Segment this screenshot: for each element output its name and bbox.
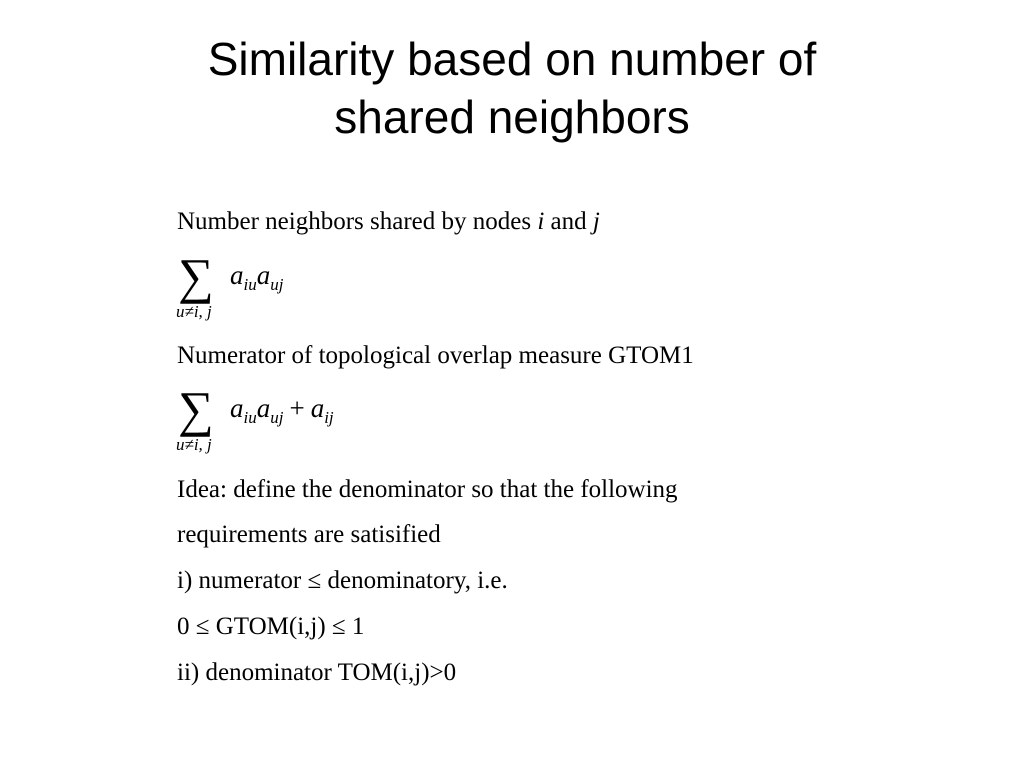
idea-line: Idea: define the denominator so that the following	[177, 476, 678, 503]
shared-neighbors-text: Number neighbors shared by nodes	[177, 208, 532, 235]
summation-terms	[230, 393, 334, 428]
summation-index: u≠i, j	[176, 435, 212, 454]
gtom-bounds-line: 0 ≤ GTOM(i,j) ≤ 1	[177, 613, 365, 640]
node-i-variable: i	[537, 208, 545, 235]
plus-sign: +	[289, 393, 305, 423]
gtom-numerator-formula	[172, 381, 432, 465]
summation-symbol: ∑	[178, 381, 214, 437]
node-j-variable: j	[592, 208, 600, 235]
numerator-description: Numerator of topological overlap measure GTOM1	[177, 342, 694, 369]
summation-symbol: ∑	[178, 248, 214, 304]
requirement-one-line: i) numerator ≤ denominatory, i.e.	[177, 567, 508, 594]
term-a-iu: $a_{iu}$	[230, 393, 257, 427]
slide-title-line-2: shared neighbors	[334, 91, 690, 143]
requirements-line: requirements are satisified	[177, 521, 441, 548]
term-a-uj: $a_{uj}$	[256, 393, 284, 427]
shared-neighbors-formula	[172, 248, 432, 332]
term-a-iu: $a_{iu}$	[230, 260, 257, 294]
slide-title	[0, 30, 1024, 146]
summation-index: u≠i, j	[176, 302, 212, 321]
summation-terms	[230, 260, 283, 295]
requirement-two-line: ii) denominator TOM(i,j)>0	[177, 659, 457, 686]
term-a-ij: $a_{ij}$	[310, 393, 334, 427]
term-a-uj: $a_{uj}$	[256, 260, 284, 294]
slide-title-line-1: Similarity based on number of	[207, 33, 817, 85]
and-text: and	[550, 208, 587, 235]
shared-neighbors-description	[177, 208, 600, 236]
